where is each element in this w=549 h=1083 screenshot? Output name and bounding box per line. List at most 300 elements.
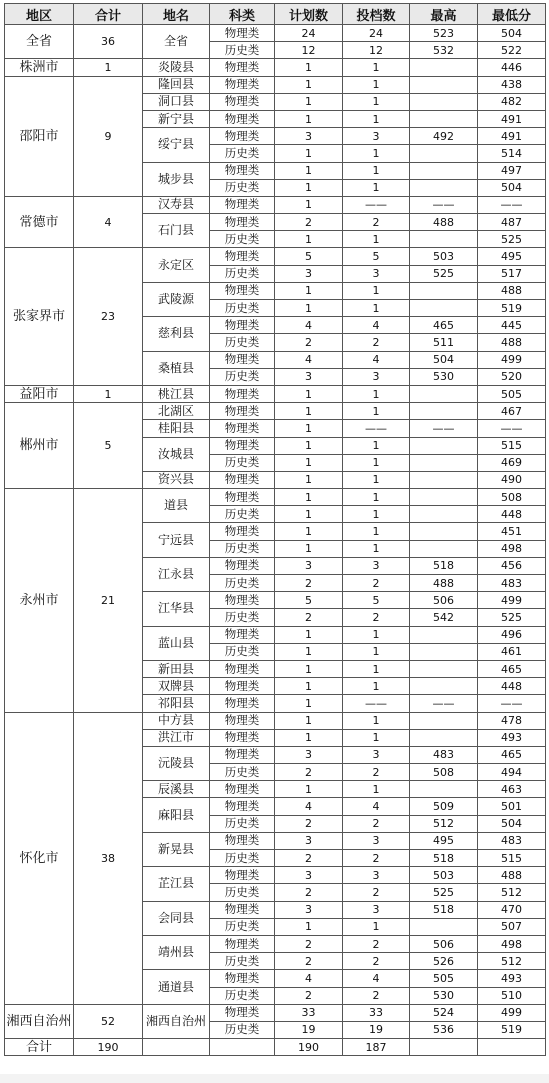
min-score-cell: 522	[478, 42, 546, 59]
max-score-cell: 492	[410, 128, 478, 145]
max-score-cell: 465	[410, 317, 478, 334]
min-score-cell: 483	[478, 832, 546, 849]
min-score-cell: 446	[478, 59, 546, 76]
min-score-cell: 438	[478, 76, 546, 93]
min-score-cell: ——	[478, 695, 546, 712]
admitted-count-cell: 1	[343, 162, 410, 179]
max-score-cell	[410, 918, 478, 935]
table-body	[5, 25, 546, 1039]
header-cell: 最低分	[478, 4, 546, 25]
admitted-count-cell: 2	[343, 935, 410, 952]
admitted-count-cell: 1	[343, 781, 410, 798]
min-score-cell: 488	[478, 867, 546, 884]
max-score-cell	[410, 93, 478, 110]
admitted-count-cell: 3	[343, 557, 410, 574]
plan-count-cell: 2	[275, 987, 343, 1004]
subject-cell: 历史类	[210, 884, 275, 901]
table-row	[5, 712, 546, 729]
min-score-cell: 456	[478, 557, 546, 574]
subject-cell: 物理类	[210, 523, 275, 540]
place-name-cell: 武陵源	[143, 282, 210, 316]
plan-count-cell: 2	[275, 575, 343, 592]
subject-cell: 历史类	[210, 334, 275, 351]
min-score-cell: 515	[478, 850, 546, 867]
min-score-cell: 508	[478, 489, 546, 506]
plan-count-cell: 1	[275, 454, 343, 471]
page-bottom-strip	[0, 1074, 549, 1083]
place-name-cell: 北湖区	[143, 403, 210, 420]
max-score-cell: 511	[410, 334, 478, 351]
table-row	[5, 1004, 546, 1021]
subject-cell: 历史类	[210, 454, 275, 471]
header-cell: 最高	[410, 4, 478, 25]
table-row	[5, 385, 546, 402]
admitted-count-cell: ——	[343, 695, 410, 712]
subject-cell: 物理类	[210, 935, 275, 952]
max-score-cell: ——	[410, 196, 478, 213]
max-score-cell: 523	[410, 25, 478, 42]
admitted-count-cell: 1	[343, 454, 410, 471]
subject-cell: 物理类	[210, 214, 275, 231]
plan-count-cell: 1	[275, 918, 343, 935]
subject-cell: 历史类	[210, 540, 275, 557]
region-cell: 益阳市	[5, 385, 74, 402]
min-score-cell: 498	[478, 540, 546, 557]
min-score-cell: 488	[478, 334, 546, 351]
max-score-cell: 518	[410, 901, 478, 918]
max-score-cell: 525	[410, 884, 478, 901]
plan-count-cell: 1	[275, 678, 343, 695]
place-name-cell: 芷江县	[143, 867, 210, 901]
max-score-cell: 524	[410, 1004, 478, 1021]
subject-cell: 物理类	[210, 420, 275, 437]
plan-count-cell: 1	[275, 489, 343, 506]
place-name-cell: 城步县	[143, 162, 210, 196]
table-row	[5, 248, 546, 265]
plan-count-cell: 1	[275, 540, 343, 557]
place-name-cell: 汝城县	[143, 437, 210, 471]
admitted-count-cell: 1	[343, 712, 410, 729]
min-score-cell: 494	[478, 764, 546, 781]
admitted-count-cell: 1	[343, 76, 410, 93]
max-score-cell	[410, 506, 478, 523]
plan-count-cell: 1	[275, 695, 343, 712]
max-score-cell	[410, 660, 478, 677]
min-score-cell: 515	[478, 437, 546, 454]
subject-cell: 物理类	[210, 351, 275, 368]
min-score-cell: ——	[478, 420, 546, 437]
plan-count-cell: 24	[275, 25, 343, 42]
place-name-cell: 江华县	[143, 592, 210, 626]
subject-cell: 物理类	[210, 93, 275, 110]
plan-count-cell: 5	[275, 592, 343, 609]
place-name-cell: 辰溪县	[143, 781, 210, 798]
min-score-cell: 491	[478, 110, 546, 127]
min-score-cell: 493	[478, 970, 546, 987]
admitted-count-cell: ——	[343, 196, 410, 213]
min-score-cell: 512	[478, 884, 546, 901]
plan-count-cell: 3	[275, 901, 343, 918]
subject-cell: 历史类	[210, 953, 275, 970]
admitted-count-cell: 3	[343, 867, 410, 884]
plan-count-cell: 2	[275, 884, 343, 901]
min-score-cell: 482	[478, 93, 546, 110]
min-score-cell: 504	[478, 815, 546, 832]
region-total-cell: 5	[74, 403, 143, 489]
plan-count-cell: 2	[275, 850, 343, 867]
place-name-cell: 湘西自治州	[143, 1004, 210, 1038]
empty-cell	[210, 1039, 275, 1056]
subject-cell: 历史类	[210, 815, 275, 832]
max-score-cell: 505	[410, 970, 478, 987]
subject-cell: 物理类	[210, 385, 275, 402]
header-cell: 地区	[5, 4, 74, 25]
admitted-count-cell: 12	[343, 42, 410, 59]
subject-cell: 物理类	[210, 746, 275, 763]
max-score-cell: 495	[410, 832, 478, 849]
region-cell: 怀化市	[5, 712, 74, 1004]
place-name-cell: 中方县	[143, 712, 210, 729]
admitted-count-cell: 2	[343, 609, 410, 626]
region-total-cell: 9	[74, 76, 143, 196]
region-total-cell: 36	[74, 25, 143, 59]
region-total-cell: 21	[74, 489, 143, 712]
admitted-count-cell: 3	[343, 265, 410, 282]
empty-cell	[478, 1039, 546, 1056]
max-score-cell	[410, 471, 478, 488]
summary-label: 合计	[5, 1039, 74, 1056]
admitted-count-cell: 3	[343, 368, 410, 385]
subject-cell: 物理类	[210, 970, 275, 987]
plan-count-cell: 2	[275, 334, 343, 351]
min-score-cell: 445	[478, 317, 546, 334]
min-score-cell: 491	[478, 128, 546, 145]
admitted-count-cell: 1	[343, 300, 410, 317]
max-score-cell: 518	[410, 557, 478, 574]
max-score-cell	[410, 179, 478, 196]
max-score-cell: 530	[410, 368, 478, 385]
place-name-cell: 蓝山县	[143, 626, 210, 660]
min-score-cell: 483	[478, 575, 546, 592]
subject-cell: 历史类	[210, 609, 275, 626]
plan-count-cell: 1	[275, 93, 343, 110]
subject-cell: 物理类	[210, 282, 275, 299]
subject-cell: 物理类	[210, 196, 275, 213]
plan-count-cell: 1	[275, 712, 343, 729]
region-total-cell: 38	[74, 712, 143, 1004]
min-score-cell: 525	[478, 231, 546, 248]
subject-cell: 历史类	[210, 1021, 275, 1038]
max-score-cell	[410, 282, 478, 299]
admission-table-container	[4, 3, 545, 1056]
place-name-cell: 江永县	[143, 557, 210, 591]
plan-count-cell: 2	[275, 953, 343, 970]
admitted-count-cell: 2	[343, 815, 410, 832]
admitted-count-cell: 33	[343, 1004, 410, 1021]
subject-cell: 物理类	[210, 76, 275, 93]
region-cell: 湘西自治州	[5, 1004, 74, 1038]
plan-count-cell: 1	[275, 145, 343, 162]
min-score-cell: 507	[478, 918, 546, 935]
subject-cell: 物理类	[210, 781, 275, 798]
subject-cell: 物理类	[210, 626, 275, 643]
admitted-count-cell: 1	[343, 179, 410, 196]
admitted-count-cell: 2	[343, 987, 410, 1004]
max-score-cell	[410, 76, 478, 93]
plan-count-cell: 3	[275, 368, 343, 385]
subject-cell: 历史类	[210, 575, 275, 592]
place-name-cell: 桃江县	[143, 385, 210, 402]
max-score-cell	[410, 489, 478, 506]
place-name-cell: 桂阳县	[143, 420, 210, 437]
max-score-cell	[410, 678, 478, 695]
max-score-cell	[410, 523, 478, 540]
admission-table	[4, 3, 546, 1056]
admitted-count-cell: 1	[343, 145, 410, 162]
admitted-count-cell: 1	[343, 506, 410, 523]
min-score-cell: 467	[478, 403, 546, 420]
max-score-cell	[410, 437, 478, 454]
header-row	[5, 4, 546, 25]
admitted-count-cell: 2	[343, 214, 410, 231]
table-row	[5, 25, 546, 42]
table-row	[5, 196, 546, 213]
min-score-cell: 504	[478, 179, 546, 196]
max-score-cell	[410, 145, 478, 162]
admitted-count-cell: 1	[343, 626, 410, 643]
plan-count-cell: 19	[275, 1021, 343, 1038]
region-total-cell: 1	[74, 59, 143, 76]
region-cell: 株洲市	[5, 59, 74, 76]
admitted-count-cell: 1	[343, 93, 410, 110]
subject-cell: 历史类	[210, 987, 275, 1004]
plan-count-cell: 1	[275, 76, 343, 93]
plan-count-cell: 1	[275, 523, 343, 540]
admitted-count-cell: 1	[343, 59, 410, 76]
summary-admitted: 187	[343, 1039, 410, 1056]
admitted-count-cell: 4	[343, 317, 410, 334]
region-total-cell: 4	[74, 196, 143, 248]
region-total-cell: 23	[74, 248, 143, 386]
admitted-count-cell: 1	[343, 110, 410, 127]
plan-count-cell: 3	[275, 265, 343, 282]
place-name-cell: 沅陵县	[143, 746, 210, 780]
max-score-cell	[410, 59, 478, 76]
subject-cell: 历史类	[210, 918, 275, 935]
min-score-cell: 514	[478, 145, 546, 162]
region-cell: 常德市	[5, 196, 74, 248]
subject-cell: 物理类	[210, 557, 275, 574]
max-score-cell	[410, 231, 478, 248]
place-name-cell: 石门县	[143, 214, 210, 248]
admitted-count-cell: 1	[343, 643, 410, 660]
admitted-count-cell: 1	[343, 403, 410, 420]
subject-cell: 物理类	[210, 59, 275, 76]
max-score-cell	[410, 626, 478, 643]
plan-count-cell: 2	[275, 764, 343, 781]
subject-cell: 物理类	[210, 712, 275, 729]
min-score-cell: 497	[478, 162, 546, 179]
region-cell: 永州市	[5, 489, 74, 712]
place-name-cell: 宁远县	[143, 523, 210, 557]
region-cell: 全省	[5, 25, 74, 59]
plan-count-cell: 1	[275, 729, 343, 746]
subject-cell: 物理类	[210, 162, 275, 179]
place-name-cell: 道县	[143, 489, 210, 523]
admitted-count-cell: 4	[343, 798, 410, 815]
admitted-count-cell: 4	[343, 970, 410, 987]
max-score-cell	[410, 454, 478, 471]
subject-cell: 历史类	[210, 506, 275, 523]
place-name-cell: 祁阳县	[143, 695, 210, 712]
subject-cell: 历史类	[210, 145, 275, 162]
min-score-cell: ——	[478, 196, 546, 213]
table-row	[5, 403, 546, 420]
plan-count-cell: 1	[275, 196, 343, 213]
subject-cell: 物理类	[210, 695, 275, 712]
max-score-cell: 518	[410, 850, 478, 867]
subject-cell: 物理类	[210, 128, 275, 145]
max-score-cell: 530	[410, 987, 478, 1004]
subject-cell: 物理类	[210, 437, 275, 454]
subject-cell: 物理类	[210, 678, 275, 695]
subject-cell: 物理类	[210, 798, 275, 815]
min-score-cell: 525	[478, 609, 546, 626]
max-score-cell	[410, 300, 478, 317]
min-score-cell: 519	[478, 1021, 546, 1038]
admitted-count-cell: 5	[343, 248, 410, 265]
admitted-count-cell: 3	[343, 901, 410, 918]
subject-cell: 物理类	[210, 867, 275, 884]
max-score-cell	[410, 162, 478, 179]
admitted-count-cell: 1	[343, 231, 410, 248]
min-score-cell: 504	[478, 25, 546, 42]
place-name-cell: 炎陵县	[143, 59, 210, 76]
max-score-cell	[410, 729, 478, 746]
subject-cell: 物理类	[210, 901, 275, 918]
plan-count-cell: 2	[275, 609, 343, 626]
min-score-cell: 451	[478, 523, 546, 540]
min-score-cell: 505	[478, 385, 546, 402]
region-cell: 郴州市	[5, 403, 74, 489]
admitted-count-cell: 1	[343, 660, 410, 677]
place-name-cell: 麻阳县	[143, 798, 210, 832]
admitted-count-cell: 3	[343, 832, 410, 849]
min-score-cell: 519	[478, 300, 546, 317]
subject-cell: 历史类	[210, 300, 275, 317]
max-score-cell: 503	[410, 248, 478, 265]
plan-count-cell: 2	[275, 935, 343, 952]
admitted-count-cell: 2	[343, 575, 410, 592]
min-score-cell: 469	[478, 454, 546, 471]
plan-count-cell: 3	[275, 557, 343, 574]
plan-count-cell: 33	[275, 1004, 343, 1021]
max-score-cell	[410, 712, 478, 729]
min-score-cell: 478	[478, 712, 546, 729]
plan-count-cell: 1	[275, 626, 343, 643]
subject-cell: 历史类	[210, 179, 275, 196]
min-score-cell: 461	[478, 643, 546, 660]
max-score-cell	[410, 110, 478, 127]
subject-cell: 历史类	[210, 764, 275, 781]
max-score-cell	[410, 385, 478, 402]
admitted-count-cell: 2	[343, 334, 410, 351]
subject-cell: 物理类	[210, 248, 275, 265]
header-cell: 计划数	[275, 4, 343, 25]
admitted-count-cell: 1	[343, 540, 410, 557]
min-score-cell: 465	[478, 660, 546, 677]
min-score-cell: 498	[478, 935, 546, 952]
max-score-cell: 525	[410, 265, 478, 282]
min-score-cell: 510	[478, 987, 546, 1004]
min-score-cell: 493	[478, 729, 546, 746]
plan-count-cell: 1	[275, 59, 343, 76]
max-score-cell: 488	[410, 575, 478, 592]
min-score-cell: 463	[478, 781, 546, 798]
region-total-cell: 1	[74, 385, 143, 402]
admitted-count-cell: 3	[343, 128, 410, 145]
subject-cell: 历史类	[210, 643, 275, 660]
max-score-cell	[410, 403, 478, 420]
max-score-cell: 512	[410, 815, 478, 832]
min-score-cell: 470	[478, 901, 546, 918]
place-name-cell: 会同县	[143, 901, 210, 935]
plan-count-cell: 3	[275, 832, 343, 849]
subject-cell: 历史类	[210, 42, 275, 59]
max-score-cell: ——	[410, 695, 478, 712]
subject-cell: 历史类	[210, 231, 275, 248]
plan-count-cell: 2	[275, 815, 343, 832]
max-score-cell: 509	[410, 798, 478, 815]
place-name-cell: 汉寿县	[143, 196, 210, 213]
region-total-cell: 52	[74, 1004, 143, 1038]
plan-count-cell: 12	[275, 42, 343, 59]
header-cell: 合计	[74, 4, 143, 25]
max-score-cell: 503	[410, 867, 478, 884]
table-row	[5, 59, 546, 76]
plan-count-cell: 1	[275, 282, 343, 299]
min-score-cell: 501	[478, 798, 546, 815]
place-name-cell: 永定区	[143, 248, 210, 282]
region-cell: 张家界市	[5, 248, 74, 386]
summary-plan: 190	[275, 1039, 343, 1056]
place-name-cell: 绥宁县	[143, 128, 210, 162]
subject-cell: 历史类	[210, 265, 275, 282]
subject-cell: 物理类	[210, 403, 275, 420]
plan-count-cell: 1	[275, 643, 343, 660]
min-score-cell: 496	[478, 626, 546, 643]
plan-count-cell: 4	[275, 317, 343, 334]
table-row	[5, 489, 546, 506]
plan-count-cell: 2	[275, 214, 343, 231]
admitted-count-cell: 1	[343, 282, 410, 299]
place-name-cell: 桑植县	[143, 351, 210, 385]
min-score-cell: 499	[478, 1004, 546, 1021]
admitted-count-cell: 1	[343, 523, 410, 540]
place-name-cell: 全省	[143, 25, 210, 59]
admitted-count-cell: 1	[343, 437, 410, 454]
place-name-cell: 隆回县	[143, 76, 210, 93]
subject-cell: 物理类	[210, 317, 275, 334]
place-name-cell: 慈利县	[143, 317, 210, 351]
max-score-cell: 526	[410, 953, 478, 970]
subject-cell: 物理类	[210, 592, 275, 609]
subject-cell: 物理类	[210, 471, 275, 488]
admitted-count-cell: 5	[343, 592, 410, 609]
plan-count-cell: 5	[275, 248, 343, 265]
admitted-count-cell: 2	[343, 764, 410, 781]
admitted-count-cell: 2	[343, 953, 410, 970]
